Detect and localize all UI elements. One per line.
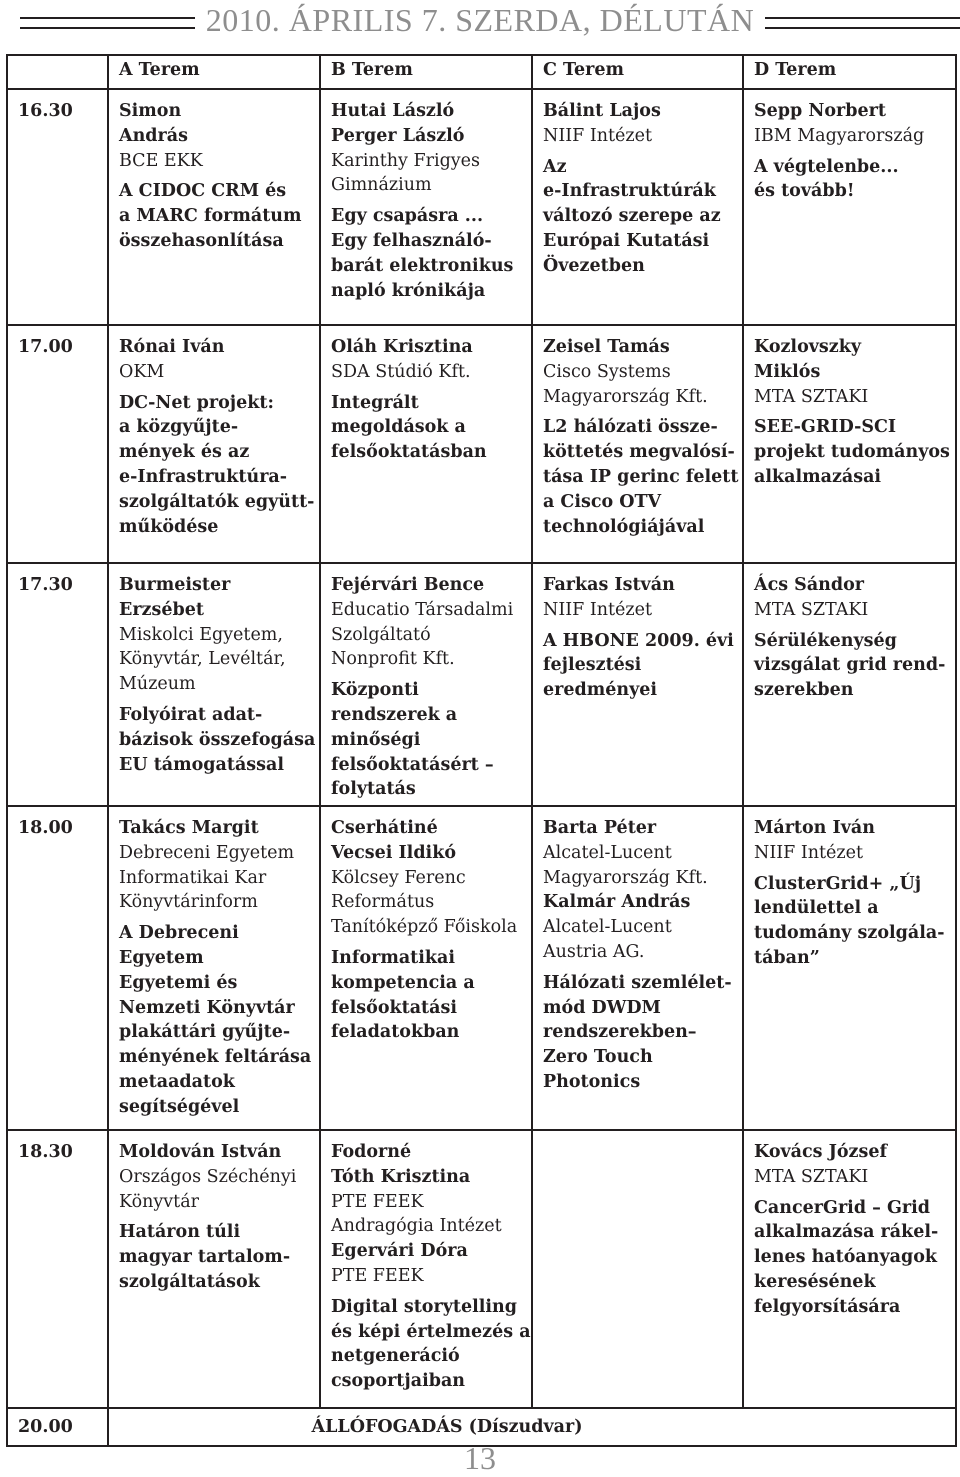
- speaker-name: [754, 335, 947, 385]
- session-cell: [319, 326, 531, 562]
- session-cell: [742, 90, 957, 324]
- text-line: Andragógia Intézet: [331, 1216, 502, 1237]
- text-line: Múzeum: [119, 674, 196, 695]
- speaker-affiliation: [331, 360, 523, 385]
- speaker-name: [754, 573, 947, 598]
- text-line: EU támogatással: [119, 754, 284, 775]
- text-line: Fodorné: [331, 1142, 412, 1162]
- talk-title: [754, 1196, 947, 1320]
- text-line: Nemzeti Könyvtár: [119, 997, 295, 1018]
- session-cell: [107, 326, 319, 562]
- text-line: Bálint Lajos: [543, 101, 661, 121]
- text-line: szolgáltatók együtt-: [119, 491, 315, 512]
- text-line: PTE FEEK: [331, 1191, 424, 1212]
- text-line: felsőoktatásért –: [331, 754, 494, 775]
- speaker-affiliation: [754, 1165, 947, 1190]
- reception-label: ÁLLÓFOGADÁS (Díszudvar): [107, 1409, 957, 1445]
- text-line: Kölcsey Ferenc: [331, 867, 466, 888]
- text-line: Határon túli: [119, 1222, 241, 1243]
- text-line: Gimnázium: [331, 175, 432, 196]
- talk-title: [543, 629, 734, 703]
- text-line: Egyetem: [119, 947, 204, 968]
- talk-title: [754, 872, 947, 971]
- text-line: szerekben: [754, 680, 854, 701]
- text-line: Tanítóképző Főiskola: [331, 917, 518, 938]
- speaker-affiliation: [119, 149, 311, 174]
- speaker-name: [119, 816, 311, 841]
- text-line: CancerGrid – Grid: [754, 1197, 931, 1218]
- text-line: A Debreceni: [119, 923, 239, 944]
- speaker-affiliation: [543, 598, 734, 623]
- session-cell: [107, 564, 319, 805]
- text-line: Austria AG.: [543, 941, 645, 962]
- text-line: fejlesztési: [543, 655, 642, 676]
- text-line: és tovább!: [754, 181, 855, 202]
- time-cell: 17.00: [6, 326, 107, 562]
- text-line: a közgyűjte-: [119, 417, 239, 438]
- text-line: Övezetben: [543, 255, 645, 276]
- text-line: magyar tartalom-: [119, 1247, 291, 1268]
- text-line: tában”: [754, 947, 820, 968]
- text-line: Informatikai: [331, 947, 456, 968]
- text-line: IBM Magyarország: [754, 125, 925, 146]
- text-line: Barta Péter: [543, 818, 657, 838]
- text-line: Ács Sándor: [754, 575, 865, 595]
- text-line: Tóth Krisztina: [331, 1166, 471, 1187]
- room-header: A Terem: [107, 56, 319, 88]
- text-line: MTA SZTAKI: [754, 599, 869, 620]
- text-line: eredményei: [543, 680, 658, 701]
- speaker-name: [119, 1140, 311, 1165]
- speaker-affiliation: [543, 360, 734, 410]
- speaker-name: [331, 573, 523, 598]
- text-line: Könyvtár, Levéltár,: [119, 649, 286, 670]
- session-cell: [742, 564, 957, 805]
- session-cell: [742, 1131, 957, 1407]
- text-line: Egy felhasználó-: [331, 230, 492, 251]
- text-line: Cisco Systems: [543, 361, 671, 382]
- time-cell: 18.00: [6, 807, 107, 1129]
- text-line: BCE EKK: [119, 150, 203, 171]
- text-line: Folyóirat adat-: [119, 704, 263, 725]
- talk-title: [754, 415, 950, 489]
- text-line: és képi értelmezés a: [331, 1321, 531, 1342]
- text-line: metaadatok: [119, 1071, 235, 1092]
- schedule-row: [6, 1129, 957, 1407]
- text-line: PTE FEEK: [331, 1265, 424, 1286]
- text-line: Farkas István: [543, 575, 675, 595]
- room-header: B Terem: [319, 56, 531, 88]
- schedule-row: [6, 88, 957, 324]
- text-line: András: [119, 125, 188, 146]
- text-line: MTA SZTAKI: [754, 1166, 869, 1187]
- speaker-name: [331, 1140, 523, 1190]
- text-line: Hutai László: [331, 101, 455, 121]
- talk-title: [331, 678, 523, 802]
- text-line: Szolgáltató: [331, 624, 431, 645]
- speaker-affiliation: [754, 385, 947, 410]
- speaker-name: [331, 816, 523, 866]
- talk-title: [331, 946, 523, 1045]
- time-cell: 18.30: [6, 1131, 107, 1407]
- page-title: 2010. ÁPRILIS 7. SZERDA, DÉLUTÁN: [205, 2, 755, 38]
- text-line: felsőoktatási: [331, 997, 457, 1018]
- speaker-name: [331, 99, 523, 149]
- session-cell: [319, 564, 531, 805]
- text-line: e-Infrastruktúrák: [543, 181, 716, 202]
- talk-title: [543, 415, 739, 539]
- text-line: Könyvtár: [119, 1191, 200, 1212]
- talk-title: [543, 155, 734, 279]
- text-line: működése: [119, 516, 219, 537]
- speaker-name: [754, 1140, 947, 1165]
- talk-title: [119, 703, 316, 777]
- speaker-affiliation: [543, 915, 734, 965]
- session-cell: [319, 90, 531, 324]
- speaker-affiliation: [543, 124, 734, 149]
- text-line: Egy csapásra ...: [331, 206, 484, 227]
- text-line: Rónai Iván: [119, 337, 225, 357]
- text-line: NIIF Intézet: [754, 842, 864, 863]
- speaker-affiliation: [331, 598, 523, 672]
- session-cell: [531, 90, 742, 324]
- talk-title: [119, 921, 311, 1119]
- text-line: szolgáltatások: [119, 1271, 260, 1292]
- text-line: Európai Kutatási: [543, 230, 710, 251]
- talk-title: [754, 629, 947, 703]
- session-cell: [531, 326, 742, 562]
- text-line: kompetencia a: [331, 972, 475, 993]
- talk-title: [119, 1220, 311, 1294]
- text-line: Hálózati szemlélet-: [543, 972, 732, 993]
- text-line: Sepp Norbert: [754, 101, 886, 121]
- session-cell: [742, 326, 957, 562]
- text-line: Burmeister: [119, 575, 231, 595]
- text-line: tudomány szolgála-: [754, 923, 945, 944]
- room-header: D Terem: [742, 56, 957, 88]
- speaker-name: [331, 1239, 523, 1264]
- text-line: Zeisel Tamás: [543, 337, 670, 357]
- text-line: minőségi: [331, 729, 421, 750]
- text-line: Simon: [119, 101, 182, 121]
- page-number: 13: [464, 1440, 496, 1476]
- text-line: Egervári Dóra: [331, 1241, 468, 1262]
- speaker-affiliation: [331, 1190, 523, 1240]
- schedule-table: [6, 54, 957, 1447]
- text-line: köttetés megvalósí-: [543, 442, 735, 463]
- speaker-affiliation: [543, 841, 734, 891]
- speaker-name: [543, 335, 734, 360]
- speaker-name: [543, 573, 734, 598]
- schedule-row: [6, 805, 957, 1129]
- time-cell: 20.00: [6, 1409, 107, 1445]
- text-line: a MARC formátum: [119, 206, 302, 227]
- text-line: Photonics: [543, 1071, 641, 1092]
- text-line: Nonprofit Kft.: [331, 649, 455, 670]
- text-line: Educatio Társadalmi: [331, 599, 514, 620]
- text-line: Karinthy Frigyes: [331, 150, 481, 171]
- text-line: rendszerek a: [331, 704, 458, 725]
- speaker-affiliation: [119, 1165, 311, 1215]
- talk-title: [331, 391, 523, 465]
- text-line: Miskolci Egyetem,: [119, 624, 283, 645]
- speaker-affiliation: [754, 598, 947, 623]
- talk-title: [119, 391, 315, 540]
- speaker-name: [543, 816, 734, 841]
- session-cell: [531, 1131, 742, 1407]
- text-line: DC-Net projekt:: [119, 392, 274, 413]
- speaker-name: [543, 99, 734, 124]
- time-cell: 17.30: [6, 564, 107, 805]
- text-line: ClusterGrid+ „Új: [754, 873, 922, 894]
- text-line: Kozlovszky: [754, 337, 862, 357]
- text-line: Takács Margit: [119, 818, 259, 838]
- text-line: Erzsébet: [119, 599, 204, 620]
- text-line: Cserhátiné: [331, 818, 438, 838]
- speaker-name: [119, 573, 311, 623]
- speaker-name: [119, 335, 311, 360]
- text-line: plakáttári gyűjte-: [119, 1022, 291, 1043]
- text-line: keresésének: [754, 1271, 876, 1292]
- speaker-affiliation: [754, 841, 947, 866]
- text-line: Kovács József: [754, 1142, 888, 1162]
- text-line: Kalmár András: [543, 892, 691, 913]
- session-cell: [531, 564, 742, 805]
- text-line: L2 hálózati össze-: [543, 417, 718, 438]
- text-line: SEE-GRID-SCI: [754, 417, 897, 438]
- text-line: Moldován István: [119, 1142, 282, 1162]
- room-header: C Terem: [531, 56, 742, 88]
- speaker-name: [543, 890, 734, 915]
- text-line: Digital storytelling: [331, 1296, 517, 1317]
- text-line: vizsgálat grid rend-: [754, 655, 946, 676]
- speaker-affiliation: [331, 1264, 523, 1289]
- text-line: feladatokban: [331, 1022, 460, 1043]
- text-line: Az: [543, 156, 567, 177]
- text-line: változó szerepe az: [543, 206, 721, 227]
- text-line: projekt tudományos: [754, 442, 950, 463]
- text-line: lendülettel a: [754, 898, 879, 919]
- speaker-name: [754, 816, 947, 841]
- text-line: bázisok összefogása: [119, 729, 316, 750]
- text-line: Alcatel-Lucent: [543, 917, 672, 938]
- text-line: Debreceni Egyetem: [119, 842, 295, 863]
- text-line: Könyvtárinform: [119, 892, 258, 913]
- text-line: NIIF Intézet: [543, 599, 653, 620]
- text-line: összehasonlítása: [119, 230, 284, 251]
- text-line: a Cisco OTV: [543, 491, 662, 512]
- text-line: e-Infrastruktúra-: [119, 466, 288, 487]
- session-cell: [319, 807, 531, 1129]
- text-line: felgyorsítására: [754, 1296, 901, 1317]
- text-line: Alcatel-Lucent: [543, 842, 672, 863]
- talk-title: [331, 204, 523, 303]
- session-cell: [742, 807, 957, 1129]
- speaker-name: [754, 99, 947, 124]
- session-cell: [107, 807, 319, 1129]
- speaker-affiliation: [754, 124, 947, 149]
- text-line: rendszerekben–: [543, 1022, 697, 1043]
- text-line: csoportjaiban: [331, 1371, 466, 1392]
- text-line: segítségével: [119, 1096, 240, 1117]
- schedule-row: [6, 324, 957, 562]
- room-header-row: [6, 54, 957, 88]
- text-line: Perger László: [331, 125, 465, 146]
- speaker-name: [331, 335, 523, 360]
- text-line: Miklós: [754, 361, 821, 382]
- text-line: ményének feltárása: [119, 1047, 312, 1068]
- text-line: technológiájával: [543, 516, 705, 537]
- speaker-affiliation: [119, 841, 311, 915]
- time-header: [6, 56, 107, 88]
- text-line: Sérülékenység: [754, 630, 897, 651]
- talk-title: [331, 1295, 531, 1394]
- text-line: felsőoktatásban: [331, 442, 487, 463]
- text-line: barát elektronikus: [331, 255, 514, 276]
- schedule-row: [6, 562, 957, 805]
- session-cell: [107, 1131, 319, 1407]
- text-line: napló krónikája: [331, 280, 486, 301]
- text-line: alkalmazásai: [754, 466, 882, 487]
- text-line: Fejérvári Bence: [331, 575, 485, 595]
- text-line: OKM: [119, 361, 165, 382]
- time-cell: 16.30: [6, 90, 107, 324]
- session-cell: [107, 90, 319, 324]
- talk-title: [119, 179, 311, 253]
- text-line: A CIDOC CRM és: [119, 181, 287, 202]
- text-line: Központi: [331, 680, 419, 701]
- text-line: Integrált: [331, 392, 419, 413]
- text-line: NIIF Intézet: [543, 125, 653, 146]
- text-line: A HBONE 2009. évi: [543, 630, 734, 651]
- text-line: Országos Széchényi: [119, 1166, 297, 1187]
- text-line: SDA Stúdió Kft.: [331, 361, 471, 382]
- speaker-name: [119, 99, 311, 149]
- text-line: netgeneráció: [331, 1346, 460, 1367]
- text-line: A végtelenbe...: [754, 156, 899, 177]
- text-line: Oláh Krisztina: [331, 337, 473, 357]
- text-line: megoldások a: [331, 417, 466, 438]
- speaker-affiliation: [331, 866, 523, 940]
- text-line: tása IP gerinc felett: [543, 466, 739, 487]
- session-cell: [531, 807, 742, 1129]
- text-line: Magyarország Kft.: [543, 386, 708, 407]
- text-line: Zero Touch: [543, 1047, 653, 1068]
- page-header: [0, 0, 960, 44]
- text-line: Református: [331, 892, 435, 913]
- text-line: mények és az: [119, 442, 250, 463]
- session-cell: [319, 1131, 531, 1407]
- talk-title: [543, 971, 734, 1095]
- text-line: MTA SZTAKI: [754, 386, 869, 407]
- text-line: Vecsei Ildikó: [331, 842, 457, 863]
- talk-title: [754, 155, 947, 205]
- text-line: folytatás: [331, 779, 416, 800]
- text-line: lenes hatóanyagok: [754, 1247, 938, 1268]
- text-line: mód DWDM: [543, 997, 661, 1018]
- speaker-affiliation: [331, 149, 523, 199]
- text-line: alkalmazása rákel-: [754, 1222, 939, 1243]
- text-line: Informatikai Kar: [119, 867, 267, 888]
- speaker-affiliation: [119, 623, 311, 697]
- text-line: Magyarország Kft.: [543, 867, 708, 888]
- text-line: Egyetemi és: [119, 972, 238, 993]
- text-line: Márton Iván: [754, 818, 875, 838]
- speaker-affiliation: [119, 360, 311, 385]
